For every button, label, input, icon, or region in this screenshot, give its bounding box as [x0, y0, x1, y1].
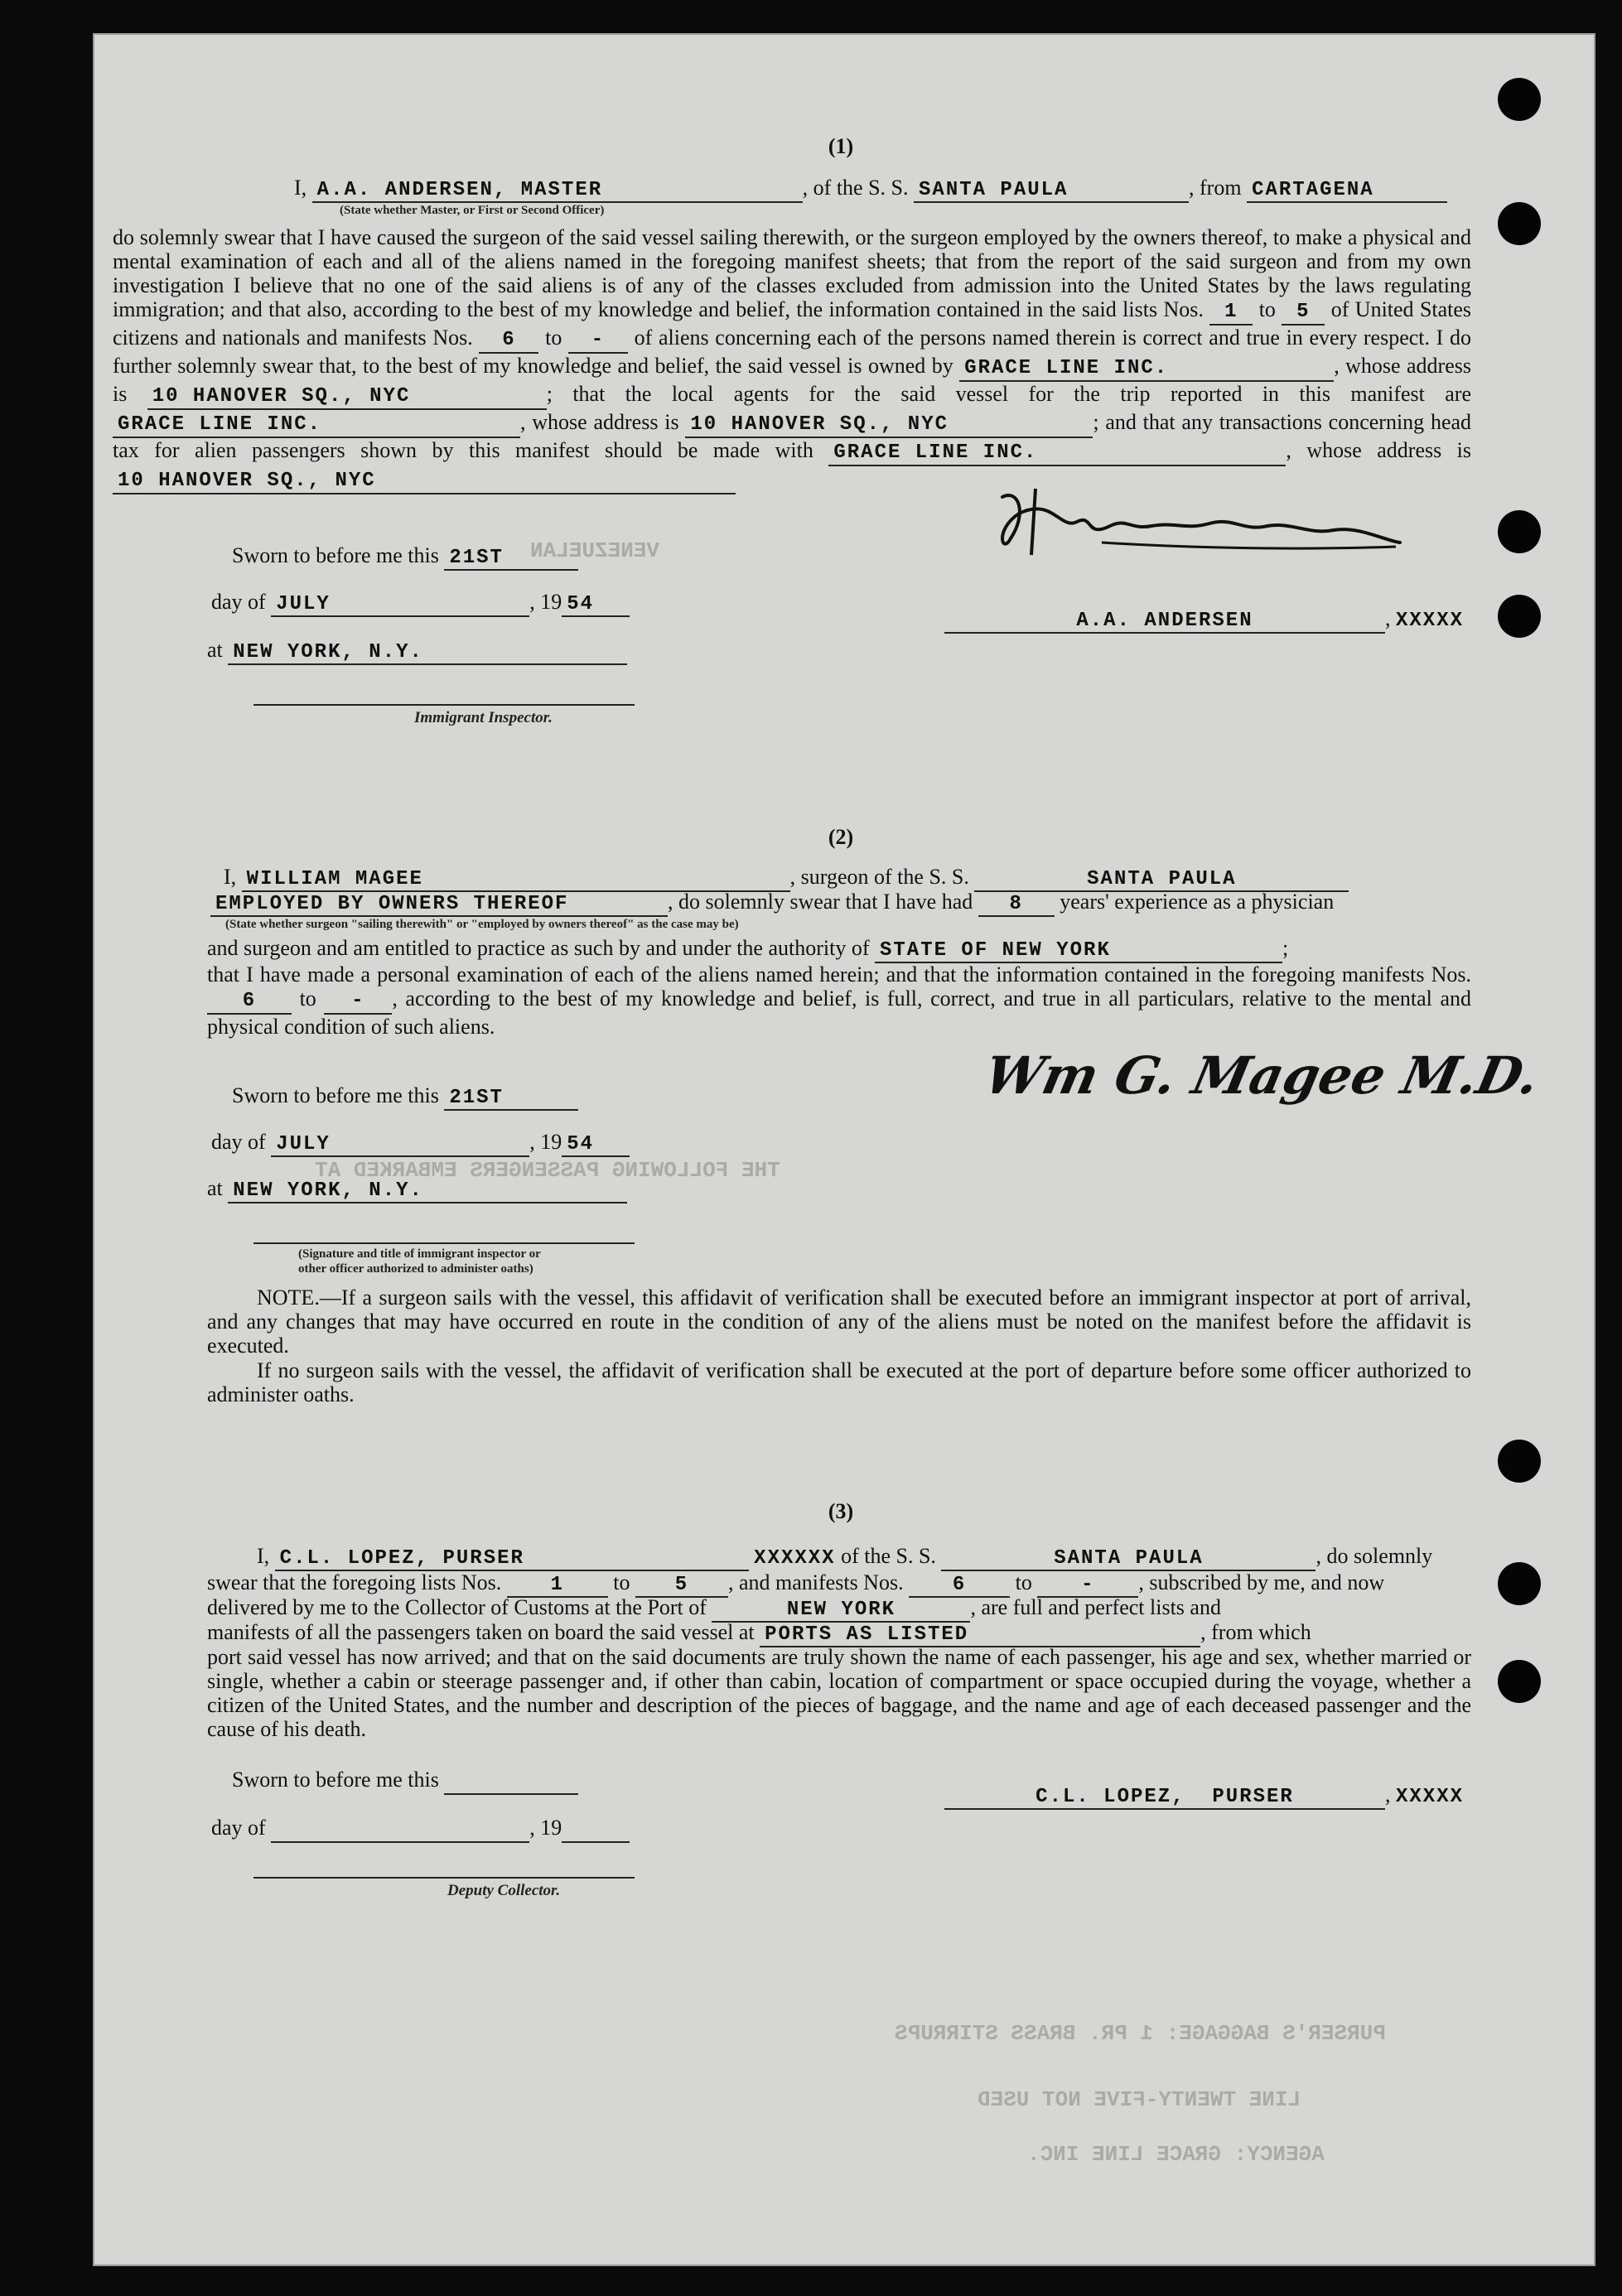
lists-from-field: 1 — [507, 1574, 608, 1598]
port-line: delivered by me to the Collector of Customs at the Port of NEW YORK , are full and perfect lists and — [207, 1595, 1221, 1621]
section-heading: (3) — [828, 1499, 854, 1523]
bleed-through-text: AGENCY: GRACE LINE INC. — [1027, 2142, 1325, 2167]
manifest-to-field: - — [568, 328, 628, 354]
surgeon-sub-note: (State whether surgeon "sailing therewith" or "employed by owners thereof" as the case may be) — [225, 918, 739, 931]
head-tax-party-field: GRACE LINE INC. — [828, 441, 1286, 466]
punch-hole — [1498, 202, 1541, 245]
bleed-through-text: THE FOLLOWING PASSENGERS EMBARKED AT — [315, 1158, 780, 1183]
surgeon-signature: Wm G. Magee M.D. — [979, 1045, 1545, 1106]
note-paragraph-2: If no surgeon sails with the vessel, the affidavit of verification shall be executed at the port of departure before some officer authorized to administer oaths. — [207, 1358, 1471, 1406]
purser-paragraph: port said vessel has now arrived; and that on the said documents are truly shown the name of each passenger, his age and sex, whether married or single, whether a cabin or steerage passenger and, if other than cabin, location of compartment or space occupied during the voyage, whether a citizen of the United States, and the number and description of the pieces of baggage, and the name and age of each deceased passenger and the cause of his death. — [207, 1645, 1471, 1741]
deputy-signature-line — [253, 1877, 635, 1879]
vessel-field: SANTA PAULA — [914, 179, 1189, 203]
note-paragraph: NOTE.—If a surgeon sails with the vessel, this affidavit of verification shall be executed before an immigrant inspector at port of arrival, and any changes that may have occurred en route in the condition of any of the aliens must be noted on the manifest before the affidavit is executed. — [207, 1285, 1471, 1358]
master-signature — [986, 480, 1417, 572]
struck-title: XXXXX — [1396, 610, 1465, 632]
bleed-through-text: LINE TWENTY-FIVE NOT USED — [978, 2087, 1301, 2112]
purser-line: I, C.L. LOPEZ, PURSER XXXXXX of the S. S. SANTA PAULA , do solemnly — [257, 1544, 1433, 1570]
master-sub-note: (State whether Master, or First or Second Officer) — [340, 204, 605, 217]
surgeon-line: I, WILLIAM MAGEE , surgeon of the S. S. SANTA PAULA — [224, 865, 1349, 892]
inspector-label: Immigrant Inspector. — [414, 709, 553, 726]
vessel-field: SANTA PAULA — [941, 1547, 1315, 1571]
master-signer-name: A.A. ANDERSEN — [944, 610, 1385, 634]
bleed-through-text: VENEZUELAN — [530, 538, 660, 563]
day-of-line: day of JULY , 19 54 — [211, 1130, 630, 1157]
lists-line: swear that the foregoing lists Nos. 1 to 5 , and manifests Nos. 6 to - , subscribed by me, and now — [207, 1570, 1385, 1596]
head-tax-address-field: 10 HANOVER SQ., NYC — [113, 469, 736, 494]
manifest-from-field: 6 — [479, 328, 538, 354]
officer-sig-note: (Signature and title of immigrant inspector or — [298, 1247, 541, 1261]
agents-field: GRACE LINE INC. — [113, 412, 520, 438]
punch-hole — [1498, 510, 1541, 553]
officer-sig-note: other officer authorized to administer oaths) — [298, 1262, 533, 1276]
punch-hole — [1498, 1440, 1541, 1483]
sworn-line: Sworn to before me this — [232, 1768, 578, 1795]
place-field: NEW YORK, N.Y. — [228, 1179, 627, 1203]
lists-to-field: 5 — [1282, 300, 1325, 326]
struck-title: XXXXXX — [754, 1547, 836, 1570]
manifest-to-field: - — [1037, 1574, 1138, 1598]
sworn-day-field — [444, 1771, 578, 1795]
bleed-through-text: PURSER'S BAGGAGE: 1 PR. BRASS STIRRUPS — [895, 2021, 1386, 2046]
authority-field: STATE OF NEW YORK — [875, 939, 1282, 963]
at-line: at NEW YORK, N.Y. — [207, 1176, 627, 1203]
surgeon-name-field: WILLIAM MAGEE — [242, 868, 790, 892]
purser-signer-name: C.L. LOPEZ, PURSER — [944, 1786, 1385, 1810]
punch-hole — [1498, 1562, 1541, 1605]
day-of-line: day of JULY , 19 54 — [211, 590, 630, 617]
lists-to-field: 5 — [635, 1574, 728, 1598]
master-line: I, A.A. ANDERSEN, MASTER , of the S. S. SANTA PAULA , from CARTAGENA — [294, 176, 1447, 203]
month-field: JULY — [271, 593, 529, 617]
master-signer-line: A.A. ANDERSEN , XXXXX — [944, 606, 1464, 634]
affidavit-paragraph: do solemnly swear that I have caused the surgeon of the said vessel sailing therewith, or the surgeon employed by the owners thereof, to make a physical and mental examination of each and all of the aliens named in the foregoing manifest sheets; that from the report of the said surgeon and from my own investigation I believe that no one of the said aliens is of any of the classes excluded from admission into the United States by the laws regulating immigration; and that also, according to the best of my knowledge and belief, the information contained in the said lists Nos. 1 to 5 of United States citizens and nationals and manifests Nos. 6 to - of aliens concerning each of the persons named therein is correct and true in every respect. I do further solemnly swear that, to the best of my knowledge and belief, the said vessel is owned by GRACE LINE INC. , whose address is 10 HANOVER SQ., NYC ; that the local agents for the said vessel for the trip reported in this manifest are GRACE LINE INC. , whose address is 10 HANOVER SQ., NYC ; and that any transactions concerning head tax for alien passengers shown by this manifest should be made with GRACE LINE INC. , whose address is 10 HANOVER SQ., NYC — [113, 225, 1471, 494]
year-field: 54 — [562, 1133, 630, 1157]
inspector-signature-line — [253, 704, 635, 706]
sworn-line: Sworn to before me this 21ST — [232, 543, 578, 571]
officer-signature-line — [253, 1242, 635, 1244]
month-field: JULY — [271, 1133, 529, 1157]
punch-hole — [1498, 78, 1541, 121]
month-field — [271, 1819, 529, 1843]
lists-from-field: 1 — [1209, 300, 1253, 326]
manifest-from-field: 6 — [207, 989, 292, 1015]
from-port-field: CARTAGENA — [1247, 179, 1447, 203]
vessel-field: SANTA PAULA — [974, 868, 1349, 892]
deputy-label: Deputy Collector. — [447, 1882, 561, 1899]
master-name-field: A.A. ANDERSEN, MASTER — [312, 179, 803, 203]
manifest-to-field: - — [324, 989, 392, 1015]
manifest-from-field: 6 — [909, 1574, 1010, 1598]
ports-line: manifests of all the passengers taken on board the said vessel at PORTS AS LISTED , from which — [207, 1620, 1311, 1646]
section-heading: (1) — [828, 134, 854, 158]
place-field: NEW YORK, N.Y. — [228, 641, 627, 665]
purser-signer-line: C.L. LOPEZ, PURSER , XXXXX — [944, 1782, 1464, 1810]
sworn-day-field: 21ST — [444, 1087, 578, 1111]
punch-hole — [1498, 595, 1541, 638]
employed-field: EMPLOYED BY OWNERS THEREOF — [210, 893, 668, 917]
authority-line: and surgeon and am entitled to practice as such by and under the authority of STATE OF NEW YORK ; — [207, 936, 1289, 962]
sworn-day-field: 21ST — [444, 547, 578, 571]
sworn-line: Sworn to before me this 21ST — [232, 1083, 578, 1111]
punch-hole — [1498, 1660, 1541, 1703]
years-field: 8 — [978, 893, 1055, 917]
year-field — [562, 1819, 630, 1843]
year-field: 54 — [562, 593, 630, 617]
owner-address-field: 10 HANOVER SQ., NYC — [147, 384, 547, 410]
section-heading: (2) — [828, 825, 854, 849]
employed-line: EMPLOYED BY OWNERS THEREOF , do solemnly swear that I have had 8 years' experience as a physician — [210, 890, 1334, 917]
day-of-line: day of , 19 — [211, 1816, 630, 1843]
agents-address-field: 10 HANOVER SQ., NYC — [685, 412, 1093, 438]
ports-field: PORTS AS LISTED — [760, 1623, 1200, 1647]
purser-field: C.L. LOPEZ, PURSER — [275, 1547, 749, 1571]
port-field: NEW YORK — [712, 1599, 970, 1623]
owner-field: GRACE LINE INC. — [959, 356, 1334, 382]
surgeon-paragraph: that I have made a personal examination of each of the aliens named herein; and that the information contained in the foregoing manifests Nos. 6 to - , according to the best of my knowledge and belief, is full, correct, and true in all particulars, relative to the mental and physical condition of such aliens. — [207, 962, 1472, 1039]
at-line: at NEW YORK, N.Y. — [207, 638, 627, 665]
struck-title: XXXXX — [1396, 1786, 1465, 1808]
